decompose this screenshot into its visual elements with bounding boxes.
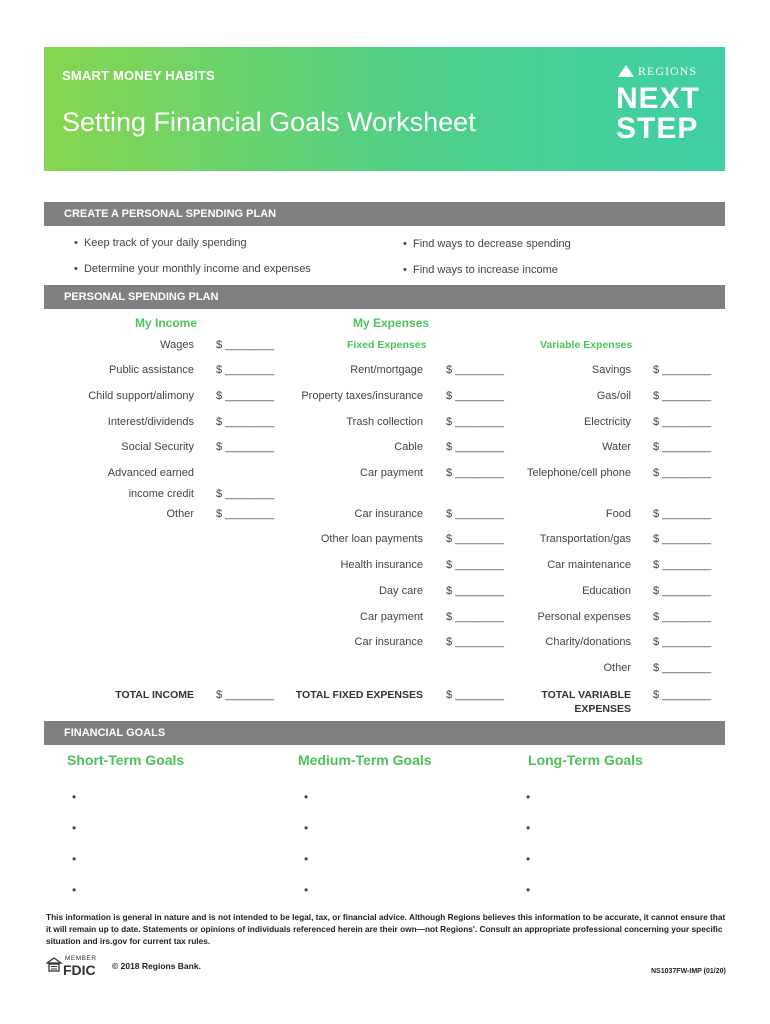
fixed-expense-field[interactable]: $ ________ [446, 533, 505, 545]
regions-triangle-icon [618, 65, 634, 77]
income-label: Public assistance [109, 364, 194, 376]
variable-expense-label: Savings [591, 364, 631, 376]
income-heading: My Income [135, 316, 198, 330]
brand-name: REGIONS [638, 64, 698, 78]
fixed-expense-field[interactable]: $ ________ [446, 390, 505, 402]
fixed-expense-label: Car payment [360, 467, 423, 479]
goal-bullet[interactable]: • [304, 821, 309, 835]
variable-expense-label: Telephone/cell phone [527, 467, 631, 479]
fixed-expense-label: Car insurance [354, 636, 423, 648]
tip-text: Keep track of your daily spending [83, 237, 247, 249]
income-label: Wages [160, 339, 194, 351]
goal-bullet[interactable]: • [72, 790, 77, 804]
total-variable-line-2: EXPENSES [574, 703, 631, 715]
variable-expense-label: Gas/oil [596, 390, 631, 402]
goal-bullet[interactable]: • [72, 883, 77, 897]
variable-expense-label: Other [603, 662, 631, 674]
section-bar-spending [44, 285, 725, 309]
fixed-expense-label: Cable [394, 441, 423, 453]
fixed-expense-field[interactable]: $ ________ [446, 636, 505, 648]
variable-expense-label: Food [605, 508, 631, 520]
long-term-goals-heading: Long-Term Goals [528, 752, 643, 768]
tip-text: Find ways to decrease spending [412, 238, 571, 250]
goal-bullet[interactable]: • [304, 883, 309, 897]
income-label: Other [166, 508, 194, 520]
goal-bullet[interactable]: • [526, 883, 531, 897]
section-title: FINANCIAL GOALS [64, 727, 166, 739]
fixed-expense-label: Other loan payments [320, 533, 423, 545]
fixed-expenses-heading: Fixed Expenses [347, 339, 427, 351]
variable-expense-field[interactable]: $ ________ [653, 611, 712, 623]
fixed-expense-field[interactable]: $ ________ [446, 585, 505, 597]
total-fixed-field[interactable]: $ ________ [446, 689, 505, 701]
document-code: NS1037FW-IMP (01/20) [651, 968, 726, 975]
variable-expense-field[interactable]: $ ________ [653, 441, 712, 453]
income-label: Interest/dividends [107, 416, 194, 428]
total-variable-field[interactable]: $ ________ [653, 689, 712, 701]
fixed-expense-label: Trash collection [346, 416, 423, 428]
variable-expense-label: Water [602, 441, 631, 453]
income-label: Social Security [121, 441, 194, 453]
total-fixed-label: TOTAL FIXED EXPENSES [295, 689, 423, 701]
fixed-expense-label: Day care [378, 585, 423, 597]
income-field[interactable]: $ ________ [216, 390, 275, 402]
fixed-expense-label: Rent/mortgage [350, 364, 423, 376]
income-field[interactable]: $ ________ [216, 441, 275, 453]
total-income-field[interactable]: $ ________ [216, 689, 275, 701]
short-term-goals-heading: Short-Term Goals [67, 752, 185, 768]
fixed-expense-field[interactable]: $ ________ [446, 467, 505, 479]
tip-text: Find ways to increase income [412, 264, 558, 276]
disclaimer-text: This information is general in nature and is not intended to be legal, tax, or financial advice. Although Regions believes this information to be accurate, it cannot ensure that it will remain up to date. Statements or opinions of individuals referenced herein are their own—not Regions'. Consult an appropriate professional concerning your specific situation and irs.gov for current tax rules. [46, 912, 726, 946]
logo-line-1: NEXT [616, 82, 701, 115]
fixed-expense-label: Property taxes/insurance [301, 390, 423, 402]
goal-bullet[interactable]: • [526, 821, 531, 835]
goal-bullet[interactable]: • [72, 852, 77, 866]
section-title: CREATE A PERSONAL SPENDING PLAN [64, 208, 277, 220]
fixed-expense-field[interactable]: $ ________ [446, 416, 505, 428]
section-bar-plan [44, 202, 725, 226]
variable-expense-field[interactable]: $ ________ [653, 508, 712, 520]
variable-expense-field[interactable]: $ ________ [653, 533, 712, 545]
goal-bullet[interactable]: • [526, 790, 531, 804]
total-variable-label [500, 689, 631, 715]
variable-expense-label: Transportation/gas [539, 533, 631, 545]
fdic-text: FDIC [63, 962, 96, 978]
goal-bullet[interactable]: • [526, 852, 531, 866]
variable-expense-label: Education [582, 585, 631, 597]
variable-expense-field[interactable]: $ ________ [653, 364, 712, 376]
variable-expense-field[interactable]: $ ________ [653, 559, 712, 571]
next-step-logo [616, 84, 716, 144]
goal-bullet[interactable]: • [304, 852, 309, 866]
fixed-expense-field[interactable]: $ ________ [446, 559, 505, 571]
tip-item: • Find ways to increase income [403, 264, 558, 276]
variable-expense-label: Charity/donations [545, 636, 631, 648]
tip-text: Determine your monthly income and expenses [83, 263, 311, 275]
variable-expenses-heading: Variable Expenses [540, 339, 633, 351]
variable-expense-field[interactable]: $ ________ [653, 416, 712, 428]
income-field[interactable]: $ ________ [216, 364, 275, 376]
medium-term-goals-heading: Medium-Term Goals [298, 752, 432, 768]
income-label: Advanced earned [107, 467, 194, 479]
income-field[interactable]: $ ________ [216, 416, 275, 428]
logo-line-2: STEP [616, 112, 699, 145]
goal-bullet[interactable]: • [304, 790, 309, 804]
series-label: SMART MONEY HABITS [62, 68, 215, 83]
expenses-heading: My Expenses [353, 316, 430, 330]
total-income-label: TOTAL INCOME [115, 689, 194, 701]
income-field[interactable]: $ ________ [216, 339, 275, 351]
variable-expense-label: Electricity [583, 416, 631, 428]
tip-item: • Keep track of your daily spending [74, 237, 247, 249]
variable-expense-label: Personal expenses [537, 611, 631, 623]
fixed-expense-field[interactable]: $ ________ [446, 508, 505, 520]
income-field[interactable]: $ ________ [216, 488, 275, 500]
fdic-member-text: MEMBER [65, 955, 97, 962]
copyright-text: © 2018 Regions Bank. [112, 961, 201, 971]
fixed-expense-field[interactable]: $ ________ [446, 441, 505, 453]
income-label: Child support/alimony [88, 390, 194, 402]
fixed-expense-field[interactable]: $ ________ [446, 611, 505, 623]
fixed-expense-label: Car insurance [354, 508, 423, 520]
page-title: Setting Financial Goals Worksheet [62, 107, 476, 137]
section-title: PERSONAL SPENDING PLAN [64, 291, 219, 303]
variable-expense-field[interactable]: $ ________ [653, 585, 712, 597]
variable-expense-field[interactable]: $ ________ [653, 636, 712, 648]
income-label: income credit [128, 488, 194, 500]
fixed-expense-label: Car payment [360, 611, 423, 623]
goal-bullet[interactable]: • [72, 821, 77, 835]
income-field[interactable]: $ ________ [216, 508, 275, 520]
total-variable-line-1: TOTAL VARIABLE [541, 689, 631, 701]
variable-expense-label: Car maintenance [547, 559, 631, 571]
fixed-expense-label: Health insurance [340, 559, 423, 571]
tip-item: • Determine your monthly income and expenses [74, 263, 311, 275]
section-bar-goals [44, 721, 725, 745]
tip-item: • Find ways to decrease spending [403, 238, 571, 250]
variable-expense-field[interactable]: $ ________ [653, 390, 712, 402]
variable-expense-field[interactable]: $ ________ [653, 662, 712, 674]
variable-expense-field[interactable]: $ ________ [653, 467, 712, 479]
fixed-expense-field[interactable]: $ ________ [446, 364, 505, 376]
